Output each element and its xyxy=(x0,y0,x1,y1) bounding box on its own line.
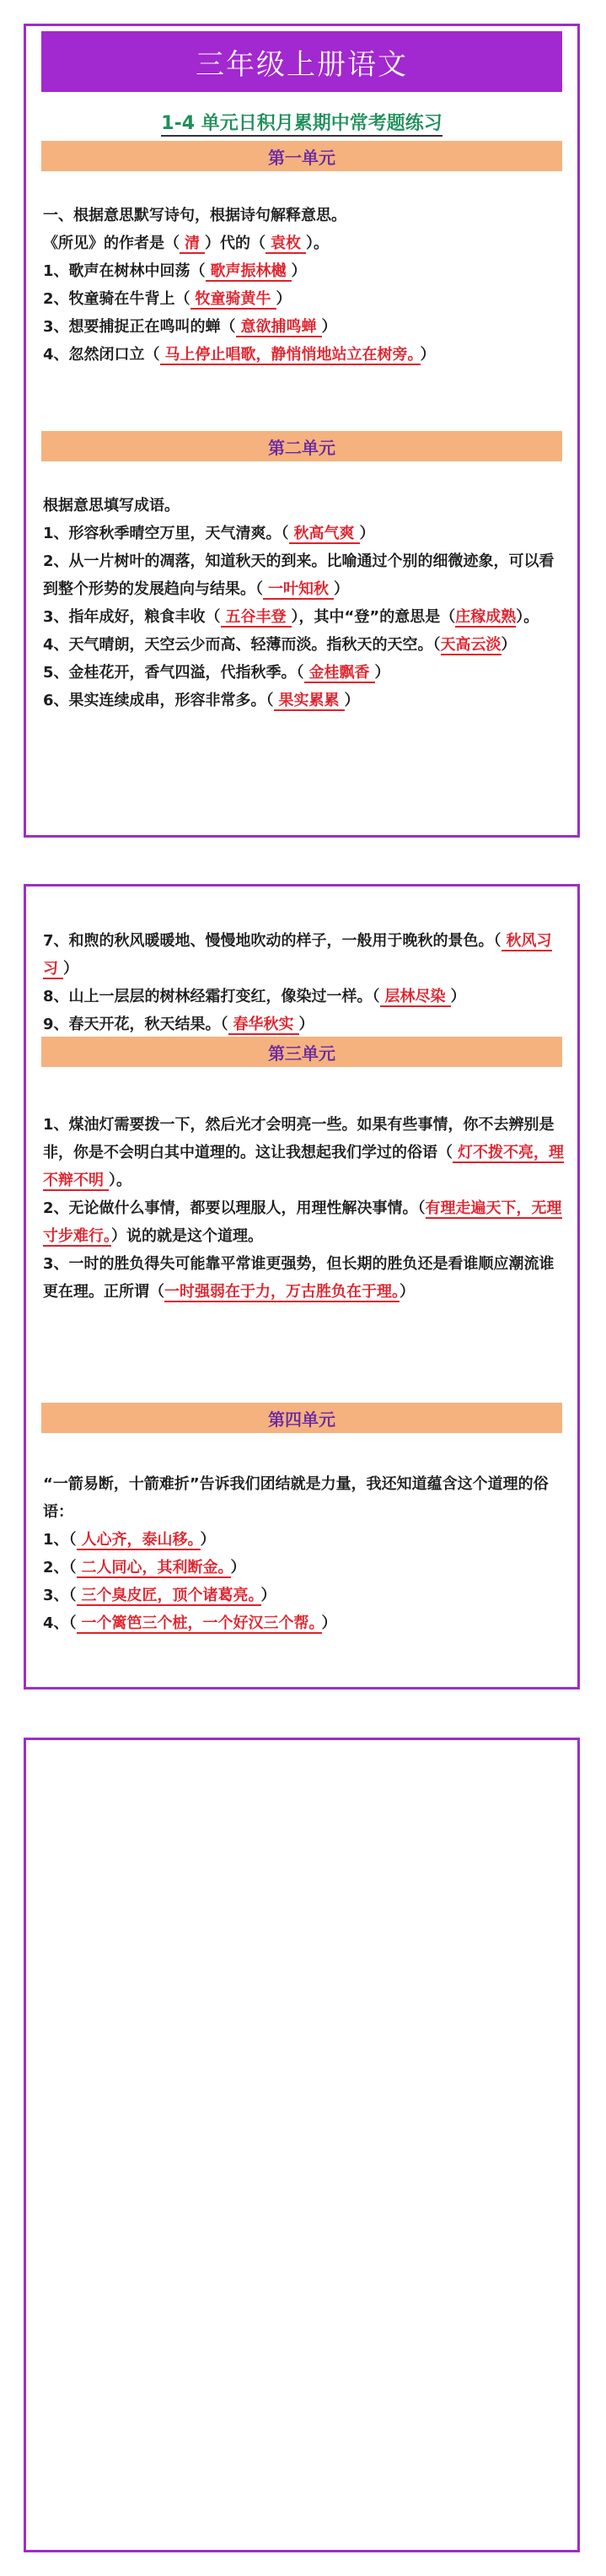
list-item: 7、和煦的秋风暖暖地、慢慢地吹动的样子，一般用于晚秋的景色。（ 秋风习习 ） xyxy=(43,932,552,978)
answer: 二人同心，其利断金。 xyxy=(77,1559,231,1578)
panel-2 xyxy=(24,884,580,1689)
page-subtitle: 1-4 单元日积月累期中常考题练习 xyxy=(26,109,577,135)
answer: 秋高气爽 xyxy=(289,525,360,544)
unit1-intro: 一、根据意思默写诗句，根据诗句解释意思。 xyxy=(43,207,346,224)
unit2-content xyxy=(43,492,566,714)
list-item: 4、忽然闭口立（ 马上停止唱歌，静悄悄地站立在树旁。 ） xyxy=(43,346,436,364)
list-item: 4、（ 一个篱笆三个桩，一个好汉三个帮。 ） xyxy=(43,1614,337,1632)
list-item: 1、煤油灯需要拨一下，然后光才会明亮一些。如果有些事情，你不去辨别是非，你是不会明白其中道理的。这让我想起我们学过的俗语（ 灯不拨不亮，理不辩不明 ）。 xyxy=(43,1116,564,1189)
unit1-q0: 《所见》的作者是（ 清 ）代的（ 袁枚 ）。 xyxy=(43,234,329,252)
section-header-unit2: 第二单元 xyxy=(41,431,562,461)
list-item: 2、从一片树叶的凋落，知道秋天的到来。比喻通过个别的细微迹象，可以看到整个形势的发展趋向与结果。（ 一叶知秋 ） xyxy=(43,552,555,598)
panel-3-empty xyxy=(24,1738,580,2552)
unit2-continued xyxy=(43,927,566,1038)
list-item: 2、牧童骑在牛背上（ 牧童骑黄牛 ） xyxy=(43,290,292,308)
list-item: 8、山上一层层的树林经霜打变红，像染过一样。（ 层林尽染 ） xyxy=(43,988,466,1005)
answer: 一个篱笆三个桩，一个好汉三个帮。 xyxy=(77,1614,322,1634)
list-item: 6、果实连续成串，形容非常多。（ 果实累累 ） xyxy=(43,692,360,709)
answer: 五谷丰登 xyxy=(221,608,292,628)
answer: 层林尽染 xyxy=(380,988,451,1007)
list-item: 3、想要捕捉正在鸣叫的蝉（ 意欲捕鸣蝉 ） xyxy=(43,318,337,336)
page-title: 三年级上册语文 xyxy=(41,31,562,92)
answer: 歌声振林樾 xyxy=(206,262,292,282)
section-header-unit4: 第四单元 xyxy=(41,1403,562,1433)
list-item: 1、歌声在树林中回荡（ 歌声振林樾 ） xyxy=(43,262,307,280)
panel-1 xyxy=(24,24,580,838)
answer: 马上停止唱歌，静悄悄地站立在树旁。 xyxy=(160,346,421,365)
answer: 清 xyxy=(180,234,205,254)
answer: 天高云淡 xyxy=(440,636,501,654)
unit4-intro: “一箭易断，十箭难折”告诉我们团结就是力量，我还知道蕴含这个道理的俗语： xyxy=(43,1475,549,1521)
answer: 春华秋实 xyxy=(228,1016,299,1035)
unit4-content xyxy=(43,1470,566,1637)
unit2-intro: 根据意思填写成语。 xyxy=(43,497,180,515)
list-item: 2、（ 二人同心，其利断金。 ） xyxy=(43,1559,246,1576)
list-item: 1、形容秋季晴空万里，天气清爽。（ 秋高气爽 ） xyxy=(43,525,375,542)
answer: 灯不拨不亮，理不辩不明 xyxy=(43,1144,564,1189)
answer: 有理走遍天下，无理寸步难行。 xyxy=(43,1199,562,1245)
list-item: 3、（ 三个臭皮匠，顶个诸葛亮。 ） xyxy=(43,1587,276,1604)
section-header-unit3: 第三单元 xyxy=(41,1037,562,1067)
section-header-unit1: 第一单元 xyxy=(41,141,562,171)
answer: 袁枚 xyxy=(265,234,306,254)
answer: 牧童骑黄牛 xyxy=(190,290,276,310)
answer: 金桂飘香 xyxy=(304,664,375,683)
list-item: 1、（ 人心齐，泰山移。 ） xyxy=(43,1531,216,1549)
answer: 庄稼成熟 xyxy=(455,608,517,626)
answer: 意欲捕鸣蝉 xyxy=(236,318,322,337)
unit3-content xyxy=(43,1111,566,1306)
answer: 人心齐，泰山移。 xyxy=(77,1531,201,1550)
list-item: 4、天气晴朗，天空云少而高、轻薄而淡。指秋天的天空。（天高云淡） xyxy=(43,636,517,654)
list-item: 9、春天开花，秋天结果。（ 春华秋实 ） xyxy=(43,1016,314,1033)
list-item: 2、无论做什么事情，都要以理服人，用理性解决事情。（有理走遍天下，无理寸步难行。）说的就是这个道理。 xyxy=(43,1199,562,1245)
list-item: 3、指年成好，粮食丰收（ 五谷丰登 ），其中“登”的意思是（庄稼成熟）。 xyxy=(43,608,539,626)
answer: 三个臭皮匠，顶个诸葛亮。 xyxy=(77,1587,261,1606)
list-item: 3、一时的胜负得失可能靠平常谁更强势，但长期的胜负还是看谁顺应潮流谁更在理。正所谓（一时强弱在于力，万古胜负在于理。） xyxy=(43,1255,555,1301)
answer: 秋风习习 xyxy=(43,932,552,978)
answer: 一叶知秋 xyxy=(263,580,334,600)
list-item: 5、金桂花开，香气四溢，代指秋季。（ 金桂飘香 ） xyxy=(43,664,390,682)
answer: 一时强弱在于力，万古胜负在于理。 xyxy=(164,1283,400,1301)
unit1-content xyxy=(43,202,566,369)
answer: 果实累累 xyxy=(274,692,345,711)
